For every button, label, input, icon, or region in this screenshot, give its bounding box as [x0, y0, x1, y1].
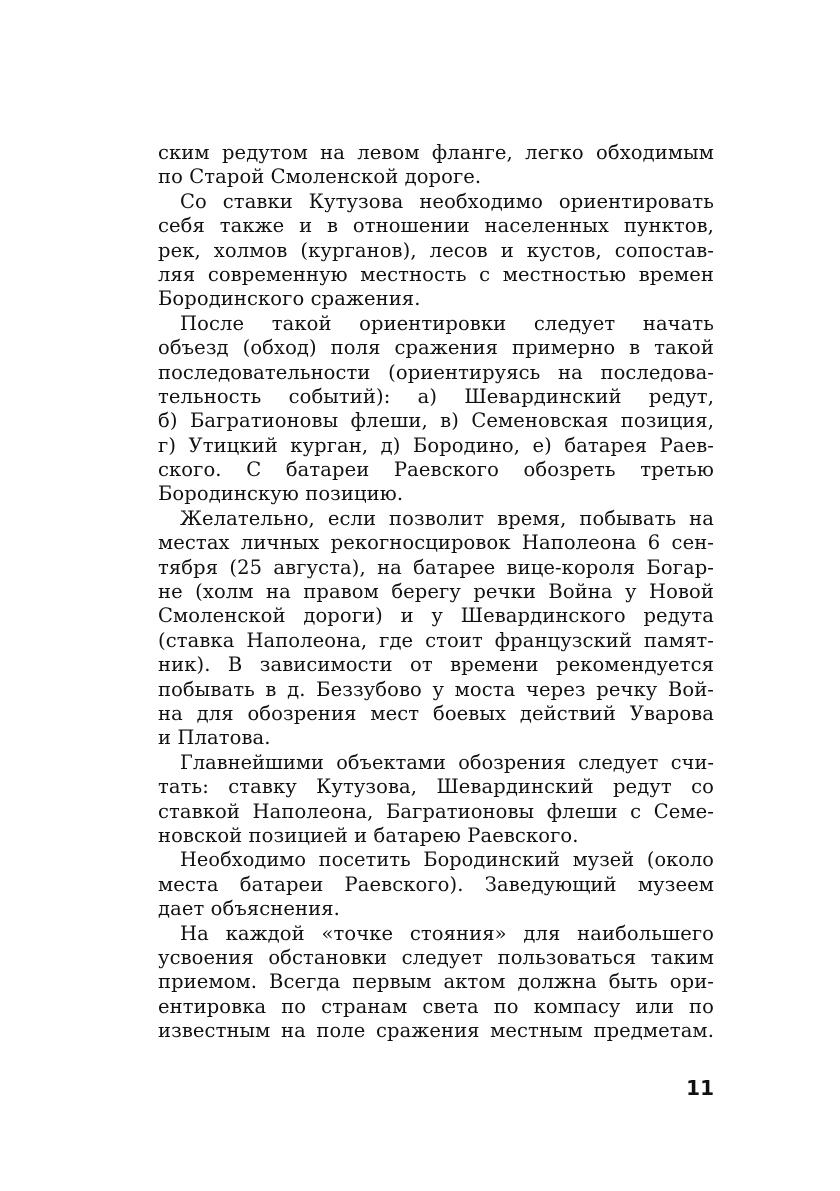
text-line: ставкой Наполеона, Багратионовы флеши с Семе-: [158, 799, 714, 823]
text-line: на для обозрения мест боевых действий Уварова: [158, 701, 714, 725]
text-line: б) Багратионовы флеши, в) Семеновская позиция,: [158, 409, 714, 433]
text-line: рек, холмов (курганов), лесов и кустов, сопостав-: [158, 238, 714, 262]
text-line: ским редутом на левом фланге, легко обходимым: [158, 141, 714, 164]
text-line: Со ставки Кутузова необходимо ориентировать: [180, 189, 714, 213]
text-line: ник). В зависимости от времени рекомендуется: [158, 653, 714, 677]
text-line: усвоения обстановки следует пользоваться таким: [158, 945, 714, 969]
text-line: ского. С батареи Раевского обозреть третью: [158, 458, 714, 482]
text-line: приемом. Всегда первым актом должна быть ори-: [158, 970, 714, 994]
text-line: и Платова.: [158, 726, 271, 750]
text-line: объезд (обход) поля сражения примерно в такой: [158, 336, 714, 360]
text-line: новской позицией и батарею Раевского.: [158, 823, 579, 847]
text-line: Главнейшими объектами обозрения следует счи-: [180, 750, 714, 774]
text-line: Желательно, если позволит время, побывать на: [180, 506, 714, 530]
text-line: На каждой «точке стояния» для наибольшего: [180, 921, 714, 945]
text-line: дает объяснения.: [158, 897, 340, 921]
text-line: местах личных рекогносцировок Наполеона 6 сен-: [158, 531, 714, 555]
text-line: тельность событий): а) Шевардинский редут,: [158, 384, 714, 408]
text-line: Бородинского сражения.: [158, 287, 421, 311]
text-line: (ставка Наполеона, где стоит французский памят-: [158, 628, 714, 652]
text-line: по Старой Смоленской дороге.: [158, 165, 482, 189]
text-line: не (холм на правом берегу речки Война у Новой: [158, 580, 714, 604]
text-line: места батареи Раевского). Заведующий музеем: [158, 872, 714, 896]
text-line: ляя современную местность с местностью времен: [158, 262, 714, 286]
text-line: тать: ставку Кутузова, Шевардинский редут со: [158, 775, 714, 799]
text-line: побывать в д. Беззубово у моста через речку Вой-: [158, 677, 714, 701]
page-text: [158, 141, 714, 1043]
text-line: известным на поле сражения местным предметам.: [158, 1019, 714, 1043]
text-line: Бородинскую позицию.: [158, 482, 404, 506]
text-line: ентировка по странам света по компасу или по: [158, 994, 714, 1018]
text-line: последовательности (ориентируясь на последова-: [158, 360, 714, 384]
text-line: себя также и в отношении населенных пунктов,: [158, 214, 714, 238]
text-line: Смоленской дороги) и у Шевардинского редута: [158, 604, 714, 628]
page-number: 11: [686, 1076, 714, 1100]
text-line: Необходимо посетить Бородинский музей (около: [180, 848, 714, 872]
text-line: г) Утицкий курган, д) Бородино, е) батарея Раев-: [158, 433, 714, 457]
text-line: После такой ориентировки следует начать: [180, 311, 714, 335]
text-line: тября (25 августа), на батарее вице-короля Богар-: [158, 555, 714, 579]
